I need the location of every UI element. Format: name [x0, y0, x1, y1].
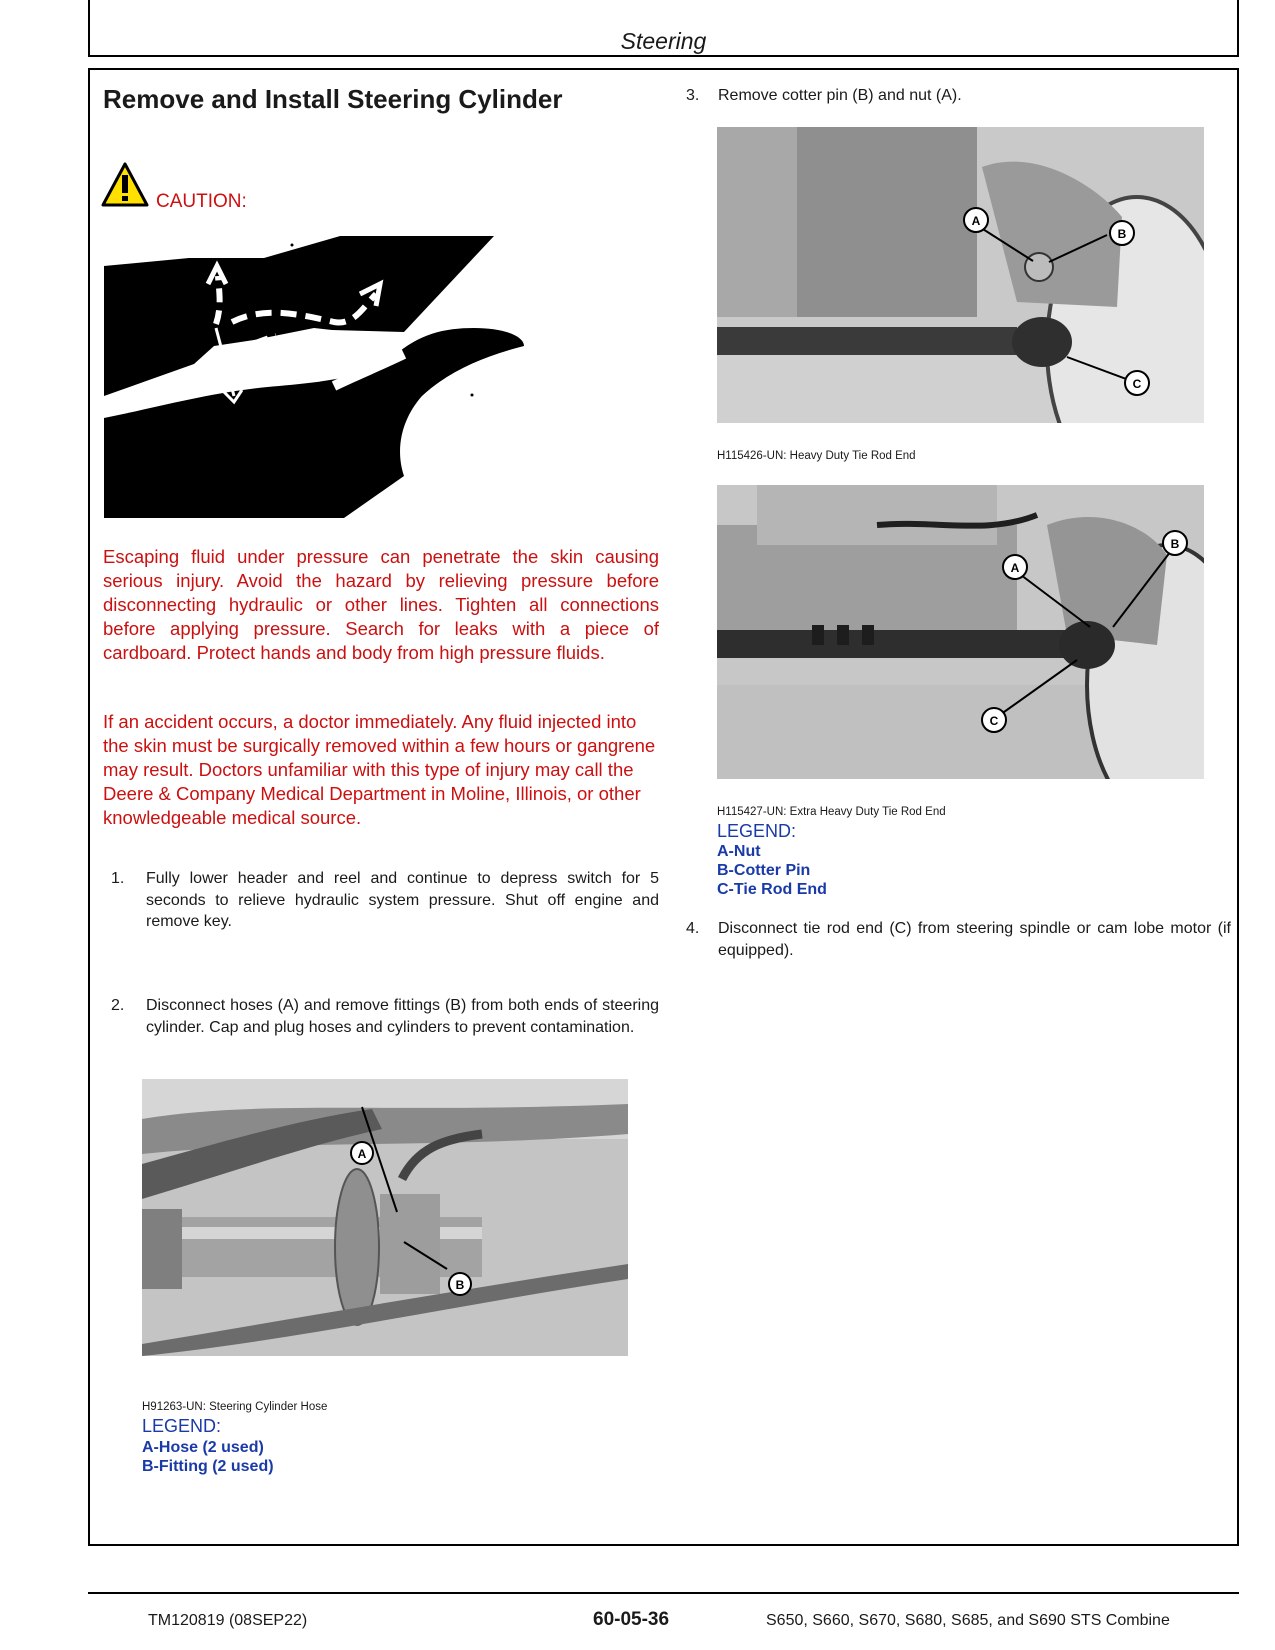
steering-cylinder-hose-photo	[142, 1079, 628, 1356]
figure-caption: H115427-UN: Extra Heavy Duty Tie Rod End	[717, 806, 946, 818]
callout-label: B	[455, 1278, 465, 1292]
legend-title: LEGEND:	[717, 821, 797, 841]
warning-paragraph: If an accident occurs, a doctor immediately. Any fluid injected into the skin must be surgically removed within a few hours or gangrene may result. Doctors unfamiliar with this type of injury may call the Deere & Company Medical Department in Moline, Illinois, or other knowledgeable medical source.	[103, 711, 656, 828]
page-title: Remove and Install Steering Cylinder	[103, 84, 563, 114]
caution-label: CAUTION:	[156, 191, 247, 212]
legend-item: C-Tie Rod End	[717, 881, 827, 898]
legend-item: A-Hose (2 used)	[142, 1439, 264, 1456]
step-text: Fully lower header and reel and continue to depress switch for 5 seconds to relieve hydraulic system pressure. Shut off engine and remove key.	[146, 870, 659, 930]
step-text: Remove cotter pin (B) and nut (A).	[718, 87, 962, 104]
callout-label: B	[1170, 537, 1180, 551]
warning-paragraph: Escaping fluid under pressure can penetrate the skin causing serious injury. Avoid the hazard by relieving pressure before disconnecting hydraulic or other lines. Tighten all connections before applying pressure. Search for leaks with a piece of cardboard. Protect hands and body from high pressure fluids.	[103, 546, 659, 663]
section-title: Steering	[620, 28, 707, 54]
step-text: Disconnect hoses (A) and remove fittings (B) from both ends of steering cylinder. Cap and plug hoses and cylinders to prevent contamination.	[146, 997, 659, 1036]
callout-label: A	[357, 1147, 367, 1161]
fluid-injection-warning-illustration	[104, 236, 524, 523]
figure-caption: H115426-UN: Heavy Duty Tie Rod End	[717, 450, 916, 462]
step-number: 4.	[686, 920, 700, 937]
callout-label: B	[1117, 227, 1127, 241]
figure-caption: H91263-UN: Steering Cylinder Hose	[142, 1401, 328, 1413]
callout-label: C	[989, 714, 999, 728]
legend-item: B-Fitting (2 used)	[142, 1458, 274, 1475]
callout-label: C	[1132, 377, 1142, 391]
callout-label: A	[971, 214, 981, 228]
footer-model-list: S650, S660, S670, S680, S685, and S690 STS Combine	[766, 1612, 1170, 1629]
callout-label: A	[1010, 561, 1020, 575]
extra-heavy-duty-tie-rod-end-photo	[717, 485, 1204, 779]
step-number: 3.	[686, 87, 700, 104]
step-text: Disconnect tie rod end (C) from steering spindle or cam lobe motor (if equipped).	[718, 920, 1231, 959]
legend-title: LEGEND:	[142, 1416, 222, 1436]
step-number: 2.	[111, 997, 125, 1014]
heavy-duty-tie-rod-end-photo	[717, 127, 1204, 423]
footer-document-id: TM120819 (08SEP22)	[148, 1612, 308, 1629]
step-number: 1.	[111, 870, 125, 887]
footer-divider	[88, 1592, 1239, 1594]
legend-item: A-Nut	[717, 843, 761, 860]
footer-page-number: 60-05-36	[593, 1609, 670, 1630]
warning-triangle-icon	[101, 162, 149, 213]
legend-item: B-Cotter Pin	[717, 862, 811, 879]
